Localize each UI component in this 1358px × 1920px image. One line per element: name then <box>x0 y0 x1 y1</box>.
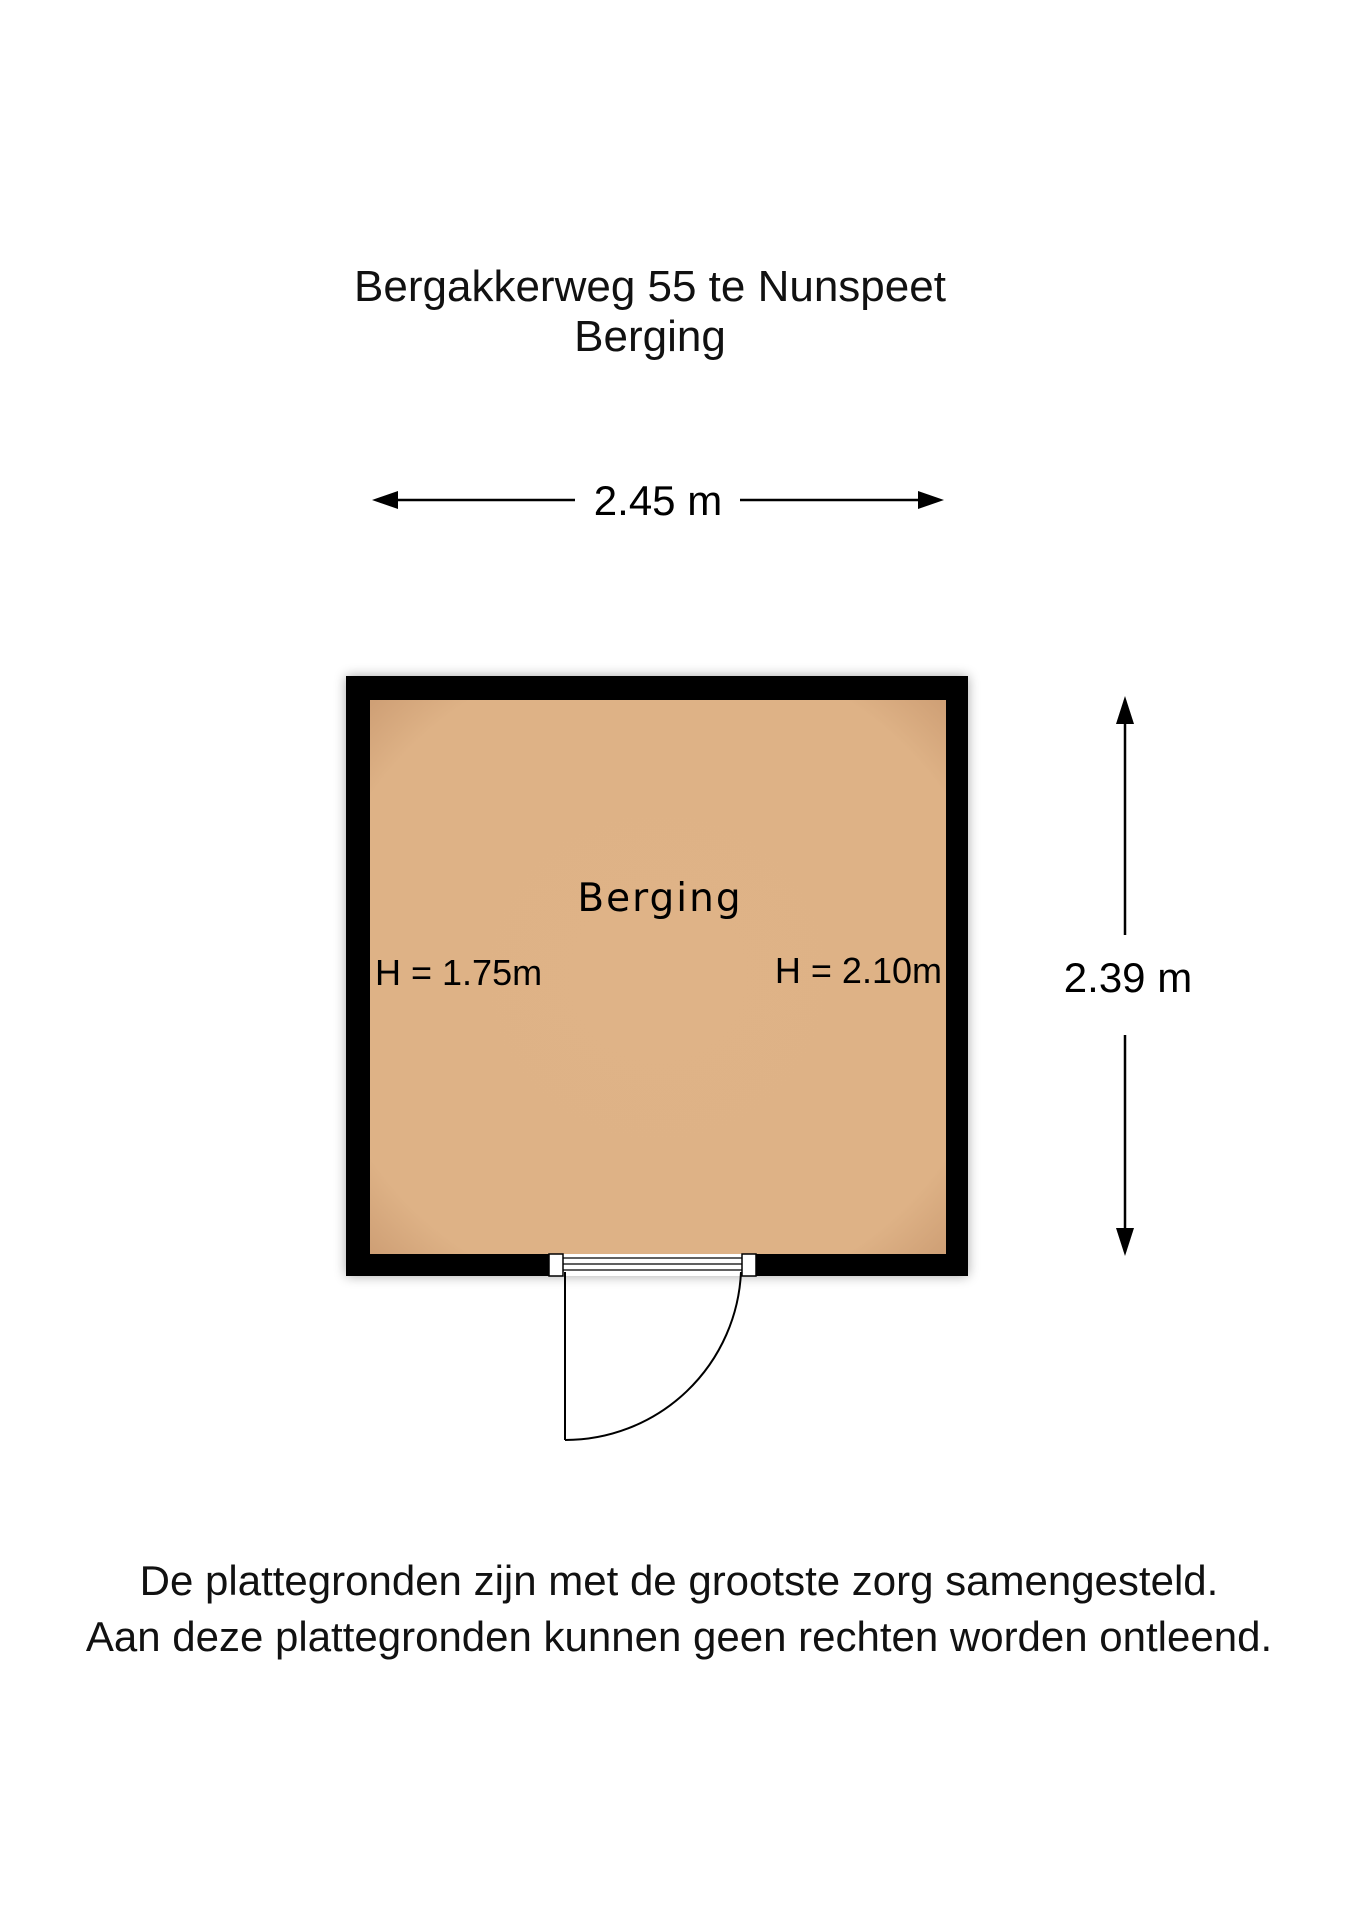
arrow-right-icon <box>918 491 944 509</box>
room-name: Berging <box>577 876 743 921</box>
disclaimer-line-1: De plattegronden zijn met de grootste zorg samengesteld. <box>139 1557 1219 1604</box>
width-label: 2.45 m <box>593 477 723 524</box>
depth-label: 2.39 m <box>1063 954 1193 1001</box>
arrow-up-icon <box>1116 696 1134 724</box>
disclaimer-line-2: Aan deze plattegronden kunnen geen rechten worden ontleend. <box>85 1613 1273 1660</box>
arrow-down-icon <box>1116 1228 1134 1256</box>
floor-title: Berging <box>574 312 726 361</box>
door-swing <box>565 1272 741 1440</box>
depth-dimension <box>1064 696 1192 1256</box>
door-opening <box>549 1254 756 1276</box>
door-frame-left <box>549 1254 563 1276</box>
address-title: Bergakkerweg 55 te Nunspeet <box>354 262 946 311</box>
height-right: H = 2.10m <box>774 950 942 991</box>
height-left: H = 1.75m <box>375 952 543 993</box>
disclaimer <box>0 1553 1358 1665</box>
door-frame-right <box>742 1254 756 1276</box>
room <box>346 676 968 1440</box>
width-dimension <box>372 477 944 524</box>
arrow-left-icon <box>372 491 398 509</box>
